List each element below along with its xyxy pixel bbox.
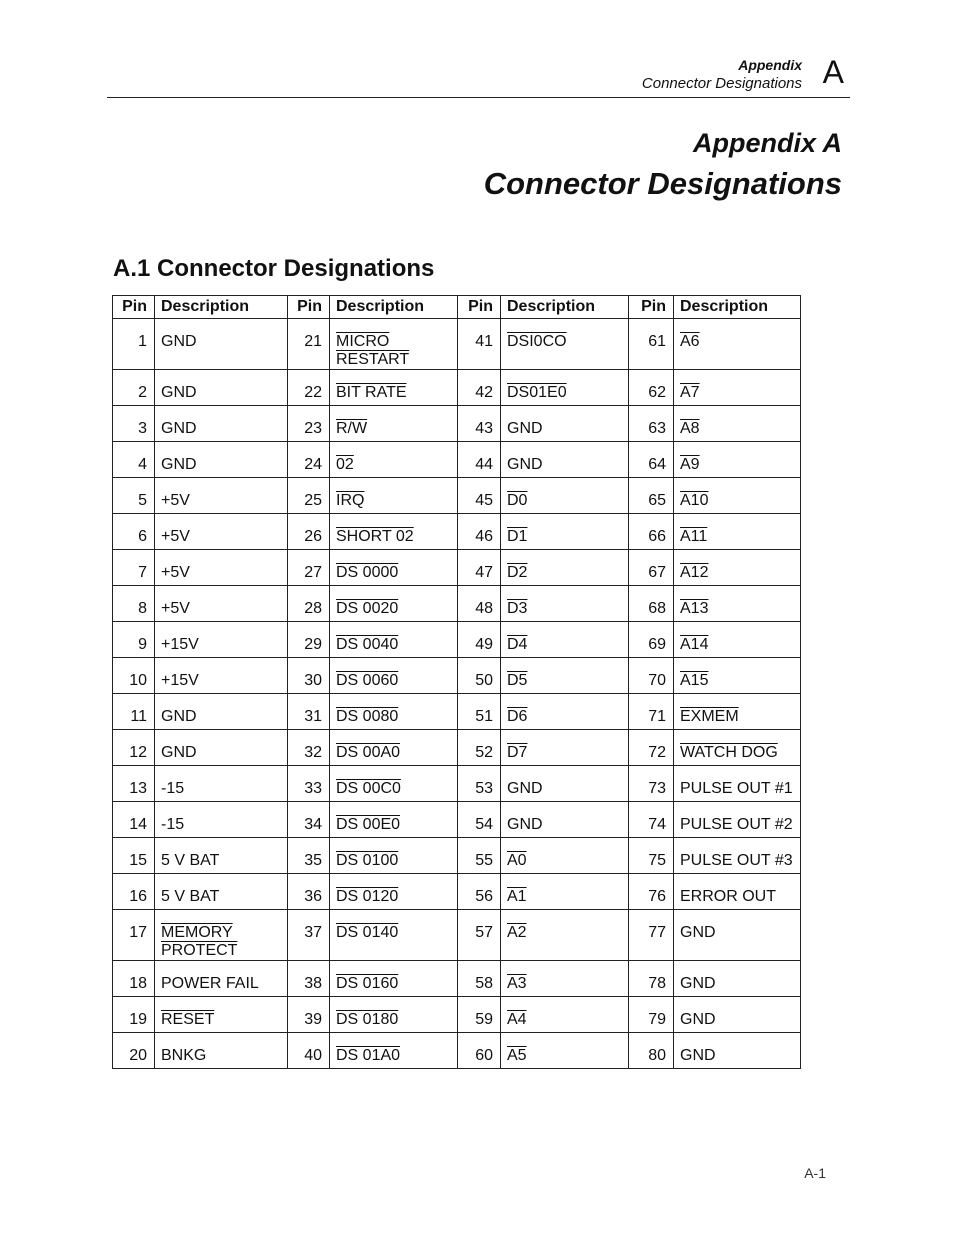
active-low-signal-name: A0 xyxy=(507,852,527,869)
signal-name: +15V xyxy=(161,672,199,689)
pin-description-cell xyxy=(155,514,288,550)
active-low-signal-name: SHORT 02 xyxy=(336,528,414,545)
signal-name: GND xyxy=(507,780,543,797)
pin-description-cell xyxy=(330,319,458,370)
pin-number-cell: 24 xyxy=(288,442,330,478)
pin-number-cell: 1 xyxy=(113,319,155,370)
table-header-row xyxy=(113,296,801,319)
pin-description-cell xyxy=(155,694,288,730)
table-row xyxy=(113,997,801,1033)
active-low-signal-name: DS 0120 xyxy=(336,888,399,905)
table-row xyxy=(113,838,801,874)
active-low-signal-name: A5 xyxy=(507,1047,527,1064)
table-row xyxy=(113,550,801,586)
pin-description-cell xyxy=(501,766,629,802)
active-low-signal-name: A1 xyxy=(507,888,527,905)
pin-description-cell xyxy=(330,997,458,1033)
table-row xyxy=(113,874,801,910)
active-low-signal-name: $\overline{IRQ}$ xyxy=(336,492,365,509)
pin-number-cell: 54 xyxy=(458,802,501,838)
column-header-pin: Pin xyxy=(458,296,501,319)
column-header-description: Description xyxy=(330,296,458,319)
active-low-signal-name: DS 01A0 xyxy=(336,1047,401,1064)
pin-description-cell xyxy=(155,838,288,874)
active-low-signal-name: D6 xyxy=(507,708,528,725)
pin-description-cell xyxy=(674,370,801,406)
pin-description-cell xyxy=(674,319,801,370)
pin-number-cell: 48 xyxy=(458,586,501,622)
pin-description-cell xyxy=(330,910,458,961)
signal-name: GND xyxy=(507,420,543,437)
pin-number-cell: 59 xyxy=(458,997,501,1033)
pin-number-cell: 32 xyxy=(288,730,330,766)
pin-description-cell xyxy=(330,838,458,874)
chapter-title: Connector Designations xyxy=(483,166,842,201)
pin-number-cell: 76 xyxy=(629,874,674,910)
active-low-signal-name: RESET xyxy=(161,1011,215,1028)
pin-number-cell: 14 xyxy=(113,802,155,838)
table-row xyxy=(113,586,801,622)
pin-number-cell: 16 xyxy=(113,874,155,910)
pin-description-cell xyxy=(330,622,458,658)
pin-number-cell: 69 xyxy=(629,622,674,658)
pin-number-cell: 22 xyxy=(288,370,330,406)
pin-description-cell xyxy=(501,838,629,874)
pin-description-cell xyxy=(155,910,288,961)
pin-description-cell xyxy=(330,802,458,838)
active-low-signal-name: BIT RATE xyxy=(336,384,407,401)
table-row xyxy=(113,694,801,730)
pin-description-cell xyxy=(501,910,629,961)
active-low-signal-name: DS 0040 xyxy=(336,636,399,653)
pin-description-cell xyxy=(501,370,629,406)
active-low-signal-name: EXMEM xyxy=(680,708,739,725)
running-header xyxy=(107,54,850,98)
pin-number-cell: 47 xyxy=(458,550,501,586)
pin-number-cell: 10 xyxy=(113,658,155,694)
signal-name: ERROR OUT xyxy=(680,888,776,905)
table-row xyxy=(113,961,801,997)
active-low-signal-name: MICRO RESTART xyxy=(336,333,410,368)
pin-number-cell: 25 xyxy=(288,478,330,514)
pin-number-cell: 38 xyxy=(288,961,330,997)
pin-description-cell xyxy=(674,997,801,1033)
active-low-signal-name: A7 xyxy=(680,384,700,401)
active-low-signal-name: A11 xyxy=(680,528,708,545)
signal-name: GND xyxy=(161,420,197,437)
active-low-signal-name: A9 xyxy=(680,456,700,473)
pin-description-cell xyxy=(501,442,629,478)
pin-number-cell: 45 xyxy=(458,478,501,514)
signal-name: -15 xyxy=(161,816,185,833)
pin-number-cell: 5 xyxy=(113,478,155,514)
pin-number-cell: 3 xyxy=(113,406,155,442)
pin-description-cell xyxy=(155,478,288,514)
pin-number-cell: 68 xyxy=(629,586,674,622)
signal-name: 5 V BAT xyxy=(161,852,220,869)
pin-description-cell xyxy=(674,442,801,478)
signal-name: GND xyxy=(161,333,197,350)
pin-description-cell xyxy=(330,406,458,442)
pin-number-cell: 12 xyxy=(113,730,155,766)
section-title: A.1 Connector Designations xyxy=(113,255,435,282)
signal-name: GND xyxy=(680,1011,716,1028)
table-row xyxy=(113,319,801,370)
pin-number-cell: 72 xyxy=(629,730,674,766)
pin-description-cell xyxy=(674,622,801,658)
pin-description-cell xyxy=(330,961,458,997)
pin-description-cell xyxy=(501,478,629,514)
signal-name: BNKG xyxy=(161,1047,207,1064)
pin-number-cell: 61 xyxy=(629,319,674,370)
pin-description-cell xyxy=(330,874,458,910)
pin-number-cell: 53 xyxy=(458,766,501,802)
active-low-signal-name: A13 xyxy=(680,600,709,617)
pin-number-cell: 40 xyxy=(288,1033,330,1069)
pin-description-cell xyxy=(155,622,288,658)
pin-description-cell xyxy=(155,406,288,442)
active-low-signal-name: DS 0160 xyxy=(336,975,399,992)
pin-number-cell: 55 xyxy=(458,838,501,874)
pin-description-cell xyxy=(155,586,288,622)
pin-description-cell xyxy=(674,694,801,730)
pin-number-cell: 51 xyxy=(458,694,501,730)
pin-number-cell: 35 xyxy=(288,838,330,874)
chapter-label: Appendix A xyxy=(692,128,842,158)
active-low-signal-name: DS 0020 xyxy=(336,600,399,617)
active-low-signal-name: WATCH DOG xyxy=(680,744,778,761)
active-low-signal-name: DS 0140 xyxy=(336,924,399,941)
pin-number-cell: 64 xyxy=(629,442,674,478)
table-row xyxy=(113,910,801,961)
pin-description-cell xyxy=(674,514,801,550)
signal-name: +5V xyxy=(161,528,190,545)
pin-number-cell: 29 xyxy=(288,622,330,658)
page-number: A-1 xyxy=(804,1165,826,1181)
pin-number-cell: 28 xyxy=(288,586,330,622)
pin-description-cell xyxy=(674,658,801,694)
pin-number-cell: 77 xyxy=(629,910,674,961)
table-row xyxy=(113,478,801,514)
pin-description-cell xyxy=(501,802,629,838)
pin-description-cell xyxy=(501,730,629,766)
active-low-signal-name: DS 0180 xyxy=(336,1011,399,1028)
pin-number-cell: 7 xyxy=(113,550,155,586)
active-low-signal-name: A3 xyxy=(507,975,527,992)
pin-description-cell xyxy=(501,586,629,622)
pin-description-cell xyxy=(501,514,629,550)
pin-description-cell xyxy=(674,961,801,997)
pin-description-cell xyxy=(674,874,801,910)
pin-description-cell xyxy=(330,1033,458,1069)
pin-description-cell xyxy=(501,622,629,658)
pin-number-cell: 71 xyxy=(629,694,674,730)
signal-name: GND xyxy=(680,1047,716,1064)
column-header-pin: Pin xyxy=(288,296,330,319)
header-appendix-letter: A xyxy=(822,54,844,90)
pin-number-cell: 17 xyxy=(113,910,155,961)
signal-name: POWER FAIL xyxy=(161,975,259,992)
connector-pin-table xyxy=(112,295,801,1069)
pin-number-cell: 26 xyxy=(288,514,330,550)
pin-number-cell: 23 xyxy=(288,406,330,442)
pin-number-cell: 70 xyxy=(629,658,674,694)
signal-name: GND xyxy=(680,924,716,941)
table-row xyxy=(113,514,801,550)
pin-number-cell: 75 xyxy=(629,838,674,874)
pin-number-cell: 37 xyxy=(288,910,330,961)
table-row xyxy=(113,406,801,442)
active-low-signal-name: A15 xyxy=(680,672,709,689)
pin-description-cell xyxy=(155,319,288,370)
pin-description-cell xyxy=(155,874,288,910)
active-low-signal-name: DS 00A0 xyxy=(336,744,401,761)
pin-number-cell: 9 xyxy=(113,622,155,658)
pin-number-cell: 46 xyxy=(458,514,501,550)
signal-name: +5V xyxy=(161,600,190,617)
pin-description-cell xyxy=(330,478,458,514)
table-row xyxy=(113,766,801,802)
pin-description-cell xyxy=(155,1033,288,1069)
pin-description-cell xyxy=(501,550,629,586)
pin-number-cell: 15 xyxy=(113,838,155,874)
active-low-signal-name: D4 xyxy=(507,636,528,653)
table-row xyxy=(113,442,801,478)
active-low-signal-name: DS 00C0 xyxy=(336,780,401,797)
pin-description-cell xyxy=(330,442,458,478)
pin-description-cell xyxy=(501,961,629,997)
active-low-signal-name: A4 xyxy=(507,1011,527,1028)
pin-number-cell: 36 xyxy=(288,874,330,910)
column-header-description: Description xyxy=(674,296,801,319)
pin-number-cell: 74 xyxy=(629,802,674,838)
pin-number-cell: 62 xyxy=(629,370,674,406)
pin-number-cell: 56 xyxy=(458,874,501,910)
active-low-signal-name: DS 0000 xyxy=(336,564,399,581)
pin-description-cell xyxy=(501,997,629,1033)
table-row xyxy=(113,730,801,766)
pin-description-cell xyxy=(155,658,288,694)
pin-number-cell: 52 xyxy=(458,730,501,766)
pin-description-cell xyxy=(330,658,458,694)
pin-number-cell: 19 xyxy=(113,997,155,1033)
pin-number-cell: 20 xyxy=(113,1033,155,1069)
signal-name: GND xyxy=(161,384,197,401)
signal-name: GND xyxy=(161,456,197,473)
pin-number-cell: 49 xyxy=(458,622,501,658)
pin-number-cell: 79 xyxy=(629,997,674,1033)
column-header-description: Description xyxy=(155,296,288,319)
active-low-signal-name: D5 xyxy=(507,672,528,689)
pin-description-cell xyxy=(330,370,458,406)
pin-number-cell: 42 xyxy=(458,370,501,406)
column-header-pin: Pin xyxy=(629,296,674,319)
table-row xyxy=(113,622,801,658)
active-low-signal-name: A14 xyxy=(680,636,709,653)
pin-number-cell: 39 xyxy=(288,997,330,1033)
pin-number-cell: 63 xyxy=(629,406,674,442)
pin-description-cell xyxy=(155,961,288,997)
pin-description-cell xyxy=(501,694,629,730)
pin-number-cell: 65 xyxy=(629,478,674,514)
active-low-signal-name: D2 xyxy=(507,564,528,581)
pin-description-cell xyxy=(330,766,458,802)
pin-number-cell: 73 xyxy=(629,766,674,802)
active-low-signal-name: A6 xyxy=(680,333,700,350)
pin-description-cell xyxy=(501,658,629,694)
signal-name: GND xyxy=(507,456,543,473)
signal-name: PULSE OUT #2 xyxy=(680,816,793,833)
active-low-signal-name: D0 xyxy=(507,492,528,509)
active-low-signal-name: DS 0060 xyxy=(336,672,399,689)
signal-name: 5 V BAT xyxy=(161,888,220,905)
pin-number-cell: 4 xyxy=(113,442,155,478)
signal-name: +15V xyxy=(161,636,199,653)
column-header-description: Description xyxy=(501,296,629,319)
pin-description-cell xyxy=(501,319,629,370)
pin-description-cell xyxy=(501,874,629,910)
pin-description-cell xyxy=(674,838,801,874)
signal-name: GND xyxy=(161,744,197,761)
pin-description-cell xyxy=(674,586,801,622)
pin-number-cell: 2 xyxy=(113,370,155,406)
pin-description-cell xyxy=(674,802,801,838)
pin-description-cell xyxy=(155,802,288,838)
pin-description-cell xyxy=(330,586,458,622)
signal-name: +5V xyxy=(161,492,190,509)
table-row xyxy=(113,370,801,406)
pin-number-cell: 78 xyxy=(629,961,674,997)
pin-description-cell xyxy=(674,406,801,442)
pin-number-cell: 8 xyxy=(113,586,155,622)
pin-description-cell xyxy=(501,406,629,442)
pin-description-cell xyxy=(155,550,288,586)
active-low-signal-name: DS01E0 xyxy=(507,384,567,401)
active-low-signal-name: 02 xyxy=(336,456,354,473)
pin-number-cell: 80 xyxy=(629,1033,674,1069)
pin-description-cell xyxy=(155,766,288,802)
pin-description-cell xyxy=(674,766,801,802)
pin-description-cell xyxy=(674,478,801,514)
active-low-signal-name: DS 00E0 xyxy=(336,816,401,833)
signal-name: -15 xyxy=(161,780,185,797)
table-row xyxy=(113,1033,801,1069)
pin-description-cell xyxy=(155,442,288,478)
pin-number-cell: 27 xyxy=(288,550,330,586)
table-row xyxy=(113,658,801,694)
signal-name: GND xyxy=(507,816,543,833)
header-appendix-label: Appendix xyxy=(738,57,802,73)
active-low-signal-name: MEMORY PROTECT xyxy=(161,924,238,959)
signal-name: GND xyxy=(161,708,197,725)
active-low-signal-name: R/W xyxy=(336,420,368,437)
pin-number-cell: 67 xyxy=(629,550,674,586)
pin-number-cell: 18 xyxy=(113,961,155,997)
pin-number-cell: 66 xyxy=(629,514,674,550)
active-low-signal-name: DS 0080 xyxy=(336,708,399,725)
active-low-signal-name: A12 xyxy=(680,564,709,581)
pin-number-cell: 60 xyxy=(458,1033,501,1069)
pin-description-cell xyxy=(674,1033,801,1069)
pin-number-cell: 30 xyxy=(288,658,330,694)
column-header-pin: Pin xyxy=(113,296,155,319)
signal-name: GND xyxy=(680,975,716,992)
pin-description-cell xyxy=(155,730,288,766)
active-low-signal-name: A2 xyxy=(507,924,527,941)
active-low-signal-name: DS 0100 xyxy=(336,852,399,869)
signal-name: PULSE OUT #3 xyxy=(680,852,793,869)
pin-number-cell: 58 xyxy=(458,961,501,997)
pin-description-cell xyxy=(155,997,288,1033)
active-low-signal-name: A10 xyxy=(680,492,709,509)
pin-number-cell: 34 xyxy=(288,802,330,838)
pin-description-cell xyxy=(674,730,801,766)
pin-number-cell: 33 xyxy=(288,766,330,802)
active-low-signal-name: D3 xyxy=(507,600,528,617)
pin-description-cell xyxy=(330,694,458,730)
pin-number-cell: 44 xyxy=(458,442,501,478)
pin-number-cell: 13 xyxy=(113,766,155,802)
pin-description-cell xyxy=(674,550,801,586)
signal-name: +5V xyxy=(161,564,190,581)
pin-number-cell: 21 xyxy=(288,319,330,370)
pin-description-cell xyxy=(155,370,288,406)
table-body xyxy=(113,319,801,1069)
pin-number-cell: 11 xyxy=(113,694,155,730)
active-low-signal-name: D7 xyxy=(507,744,528,761)
header-section-title: Connector Designations xyxy=(641,75,802,92)
pin-description-cell xyxy=(501,1033,629,1069)
pin-number-cell: 50 xyxy=(458,658,501,694)
pin-description-cell xyxy=(674,910,801,961)
pin-number-cell: 57 xyxy=(458,910,501,961)
pin-description-cell xyxy=(330,550,458,586)
pin-number-cell: 43 xyxy=(458,406,501,442)
active-low-signal-name: D1 xyxy=(507,528,528,545)
pin-number-cell: 6 xyxy=(113,514,155,550)
table-row xyxy=(113,802,801,838)
pin-number-cell: 41 xyxy=(458,319,501,370)
active-low-signal-name: A8 xyxy=(680,420,700,437)
pin-description-cell xyxy=(330,514,458,550)
pin-number-cell: 31 xyxy=(288,694,330,730)
pin-description-cell xyxy=(330,730,458,766)
active-low-signal-name: DSI0CO xyxy=(507,333,567,350)
signal-name: PULSE OUT #1 xyxy=(680,780,793,797)
